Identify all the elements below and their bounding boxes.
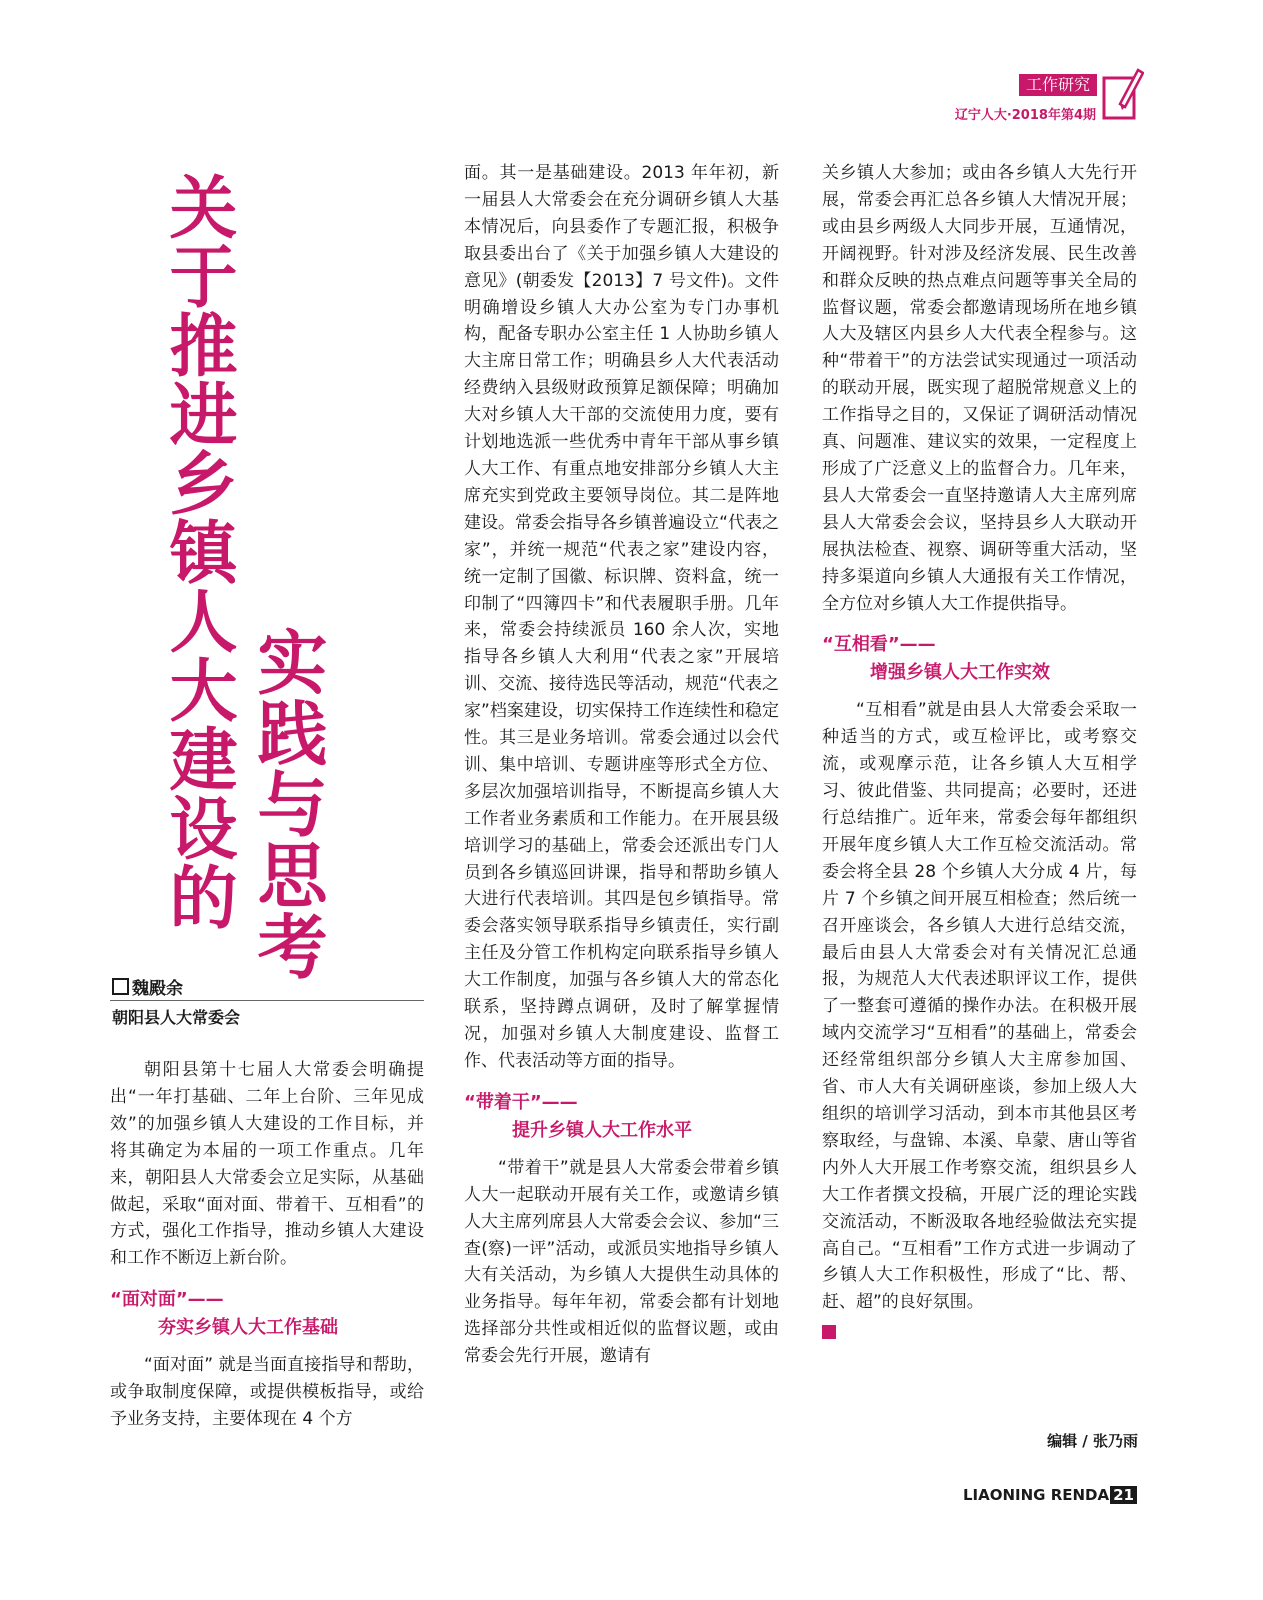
section-heading-lead-work — [464, 1089, 779, 1145]
section-heading-sub: 增强乡镇人大工作实效 — [870, 662, 1050, 684]
pencil-icon — [1100, 64, 1144, 124]
section-heading-main: “互相看”—— — [822, 634, 936, 656]
section-heading-main: “带着干”—— — [464, 1091, 578, 1113]
body-paragraph: 面。其一是基础建设。2013 年年初，新一届县人大常委会在充分调研乡镇人大基本情况后，向县委作了专题汇报，积极争取县委出台了《关于加强乡镇人大建设的意见》(朝委发【2013】7 号文件)。文件明确增设乡镇人大办公室为专门办事机构，配备专职办公室主任 1 人协助乡镇人大主席日常工作；明确县乡人大代表活动经费纳入县级财政预算足额保障；明确加大对乡镇人大干部的交流使用力度，要有计划地选派一些优秀中青年干部从事乡镇人大工作、有重点地安排部分乡镇人大主席充实到党政主要领导岗位。其二是阵地建设。常委会指导各乡镇普遍设立“代表之家”，并统一规范“代表之家”建设内容，统一定制了国徽、标识牌、资料盒，统一印制了“四簿四卡”和代表履职手册。几年来，常委会持续派员 160 余人次，实地指导各乡镇人大利用“代表之家”开展培训、交流、接待选民等活动，规范“代表之家”档案建设，切实保持工作连续性和稳定性。其三是业务培训。常委会通过以会代训、集中培训、专题讲座等形式全方位、多层次加强培训指导，不断提高乡镇人大工作者业务素质和工作能力。在开展县级培训学习的基础上，常委会还派出专门人员到各乡镇巡回讲课，指导和帮助乡镇人大进行代表培训。其四是包乡镇指导。常委会落实领导联系指导乡镇责任，实行副主任及分管工作机构定向联系指导乡镇人大工作制度，加强与各乡镇人大的常态化联系，坚持蹲点调研，及时了解掌握情况，加强对乡镇人大制度建设、监督工作、代表活动等方面的指导。 — [464, 163, 779, 1071]
author-marker — [112, 978, 129, 995]
page-footer — [940, 1486, 1137, 1508]
section-heading-main: “面对面”—— — [110, 1289, 224, 1311]
author-line — [112, 974, 183, 999]
column-1 — [110, 1057, 424, 1433]
author-name: 魏殿余 — [132, 979, 183, 999]
article-title: 关于推进乡镇人大建设的 — [158, 172, 238, 931]
intro-paragraph: 朝阳县第十七届人大常委会明确提出“一年打基础、二年上台阶、三年见成效”的加强乡镇人大建设的工作目标，并将其确定为本届的一项工作重点。几年来，朝阳县人大常委会立足实际，从基础做起，采取“面对面、带着干、互相看”的方式，强化工作指导，推动乡镇人大建设和工作不断迈上新台阶。 — [110, 1060, 424, 1269]
section-heading-sub: 夯实乡镇人大工作基础 — [158, 1317, 338, 1339]
section-tag: 工作研究 — [1019, 74, 1097, 96]
body-paragraph: 关乡镇人大参加；或由各乡镇人大先行开展，常委会再汇总各乡镇人大情况开展；或由县乡两级人大同步开展，互通情况，开阔视野。针对涉及经济发展、民生改善和群众反映的热点难点问题等事关全局的监督议题，常委会都邀请现场所在地乡镇人大及辖区内县乡人大代表全程参与。这种“带着干”的方法尝试实现通过一项活动的联动开展，既实现了超脱常规意义上的工作指导之目的，又保证了调研活动情况真、问题准、建议实的效果，一定程度上形成了广泛意义上的监督合力。几年来，县人大常委会一直坚持邀请人大主席列席县人大常委会会议，坚持县乡人大联动开展执法检查、视察、调研等重大活动，坚持多渠道向乡镇人大通报有关工作情况，全方位对乡镇人大工作提供指导。 — [822, 163, 1137, 614]
article-subtitle: 实践与思考 — [246, 626, 329, 981]
body-paragraph: “带着干”就是县人大常委会带着乡镇人大一起联动开展有关工作，或邀请乡镇人大主席列席县人大常委会会议、参加“三查(察)一评”活动，或派员实地指导乡镇人大有关活动，为乡镇人大提供生动具体的业务指导。每年年初，常委会都有计划地选择部分共性或相近似的监督议题，或由常委会先行开展，邀请有 — [464, 1157, 779, 1367]
magazine-issue: 辽宁人大·2018年第4期 — [954, 108, 1096, 123]
body-paragraph: “互相看”就是由县人大常委会采取一种适当的方式，或互检评比，或考察交流，或观摩示范，让各乡镇人大互相学习、彼此借鉴、共同提高；必要时，还进行总结推广。近年来，常委会每年都组织开展年度乡镇人大工作互检交流活动。常委会将全县 28 个乡镇人大分成 4 片，每片 7 个乡镇之间开展互相检查；然后统一召开座谈会，各乡镇人大进行总结交流，最后由县人大常委会对有关情况汇总通报，为规范人大代表述职评议工作，提供了一整套可遵循的操作办法。在积极开展域内交流学习“互相看”的基础上，常委会还经常组织部分乡镇人大主席参加国、省、市人大有关调研座谈，参加上级人大组织的培训学习活动，到本市其他县区考察取经，与盘锦、本溪、阜蒙、唐山等省内外人大开展工作考察交流，组织县乡人大工作者撰文投稿，开展广泛的理论实践交流活动，不断汲取各地经验做法充实提高自己。“互相看”工作方式进一步调动了乡镇人大工作积极性，形成了“比、帮、赶、超”的良好氛围。 — [822, 700, 1137, 1313]
section-heading-mutual-review — [822, 631, 1137, 687]
page-number: 21 — [1110, 1486, 1137, 1504]
editor-credit: 编辑 / 张乃雨 — [1047, 1432, 1138, 1450]
body-paragraph: “面对面” 就是当面直接指导和帮助，或争取制度保障，或提供模板指导，或给予业务支持，主要体现在 4 个方 — [110, 1355, 424, 1430]
section-heading-sub: 提升乡镇人大工作水平 — [512, 1119, 692, 1141]
column-2 — [464, 160, 779, 1370]
author-divider — [110, 1000, 424, 1001]
magazine-name-en: LIAONING RENDA — [962, 1486, 1110, 1504]
column-3 — [822, 160, 1137, 1343]
end-of-article-mark — [822, 1325, 836, 1339]
author-organization: 朝阳县人大常委会 — [112, 1008, 241, 1027]
section-heading-face-to-face — [110, 1286, 424, 1342]
